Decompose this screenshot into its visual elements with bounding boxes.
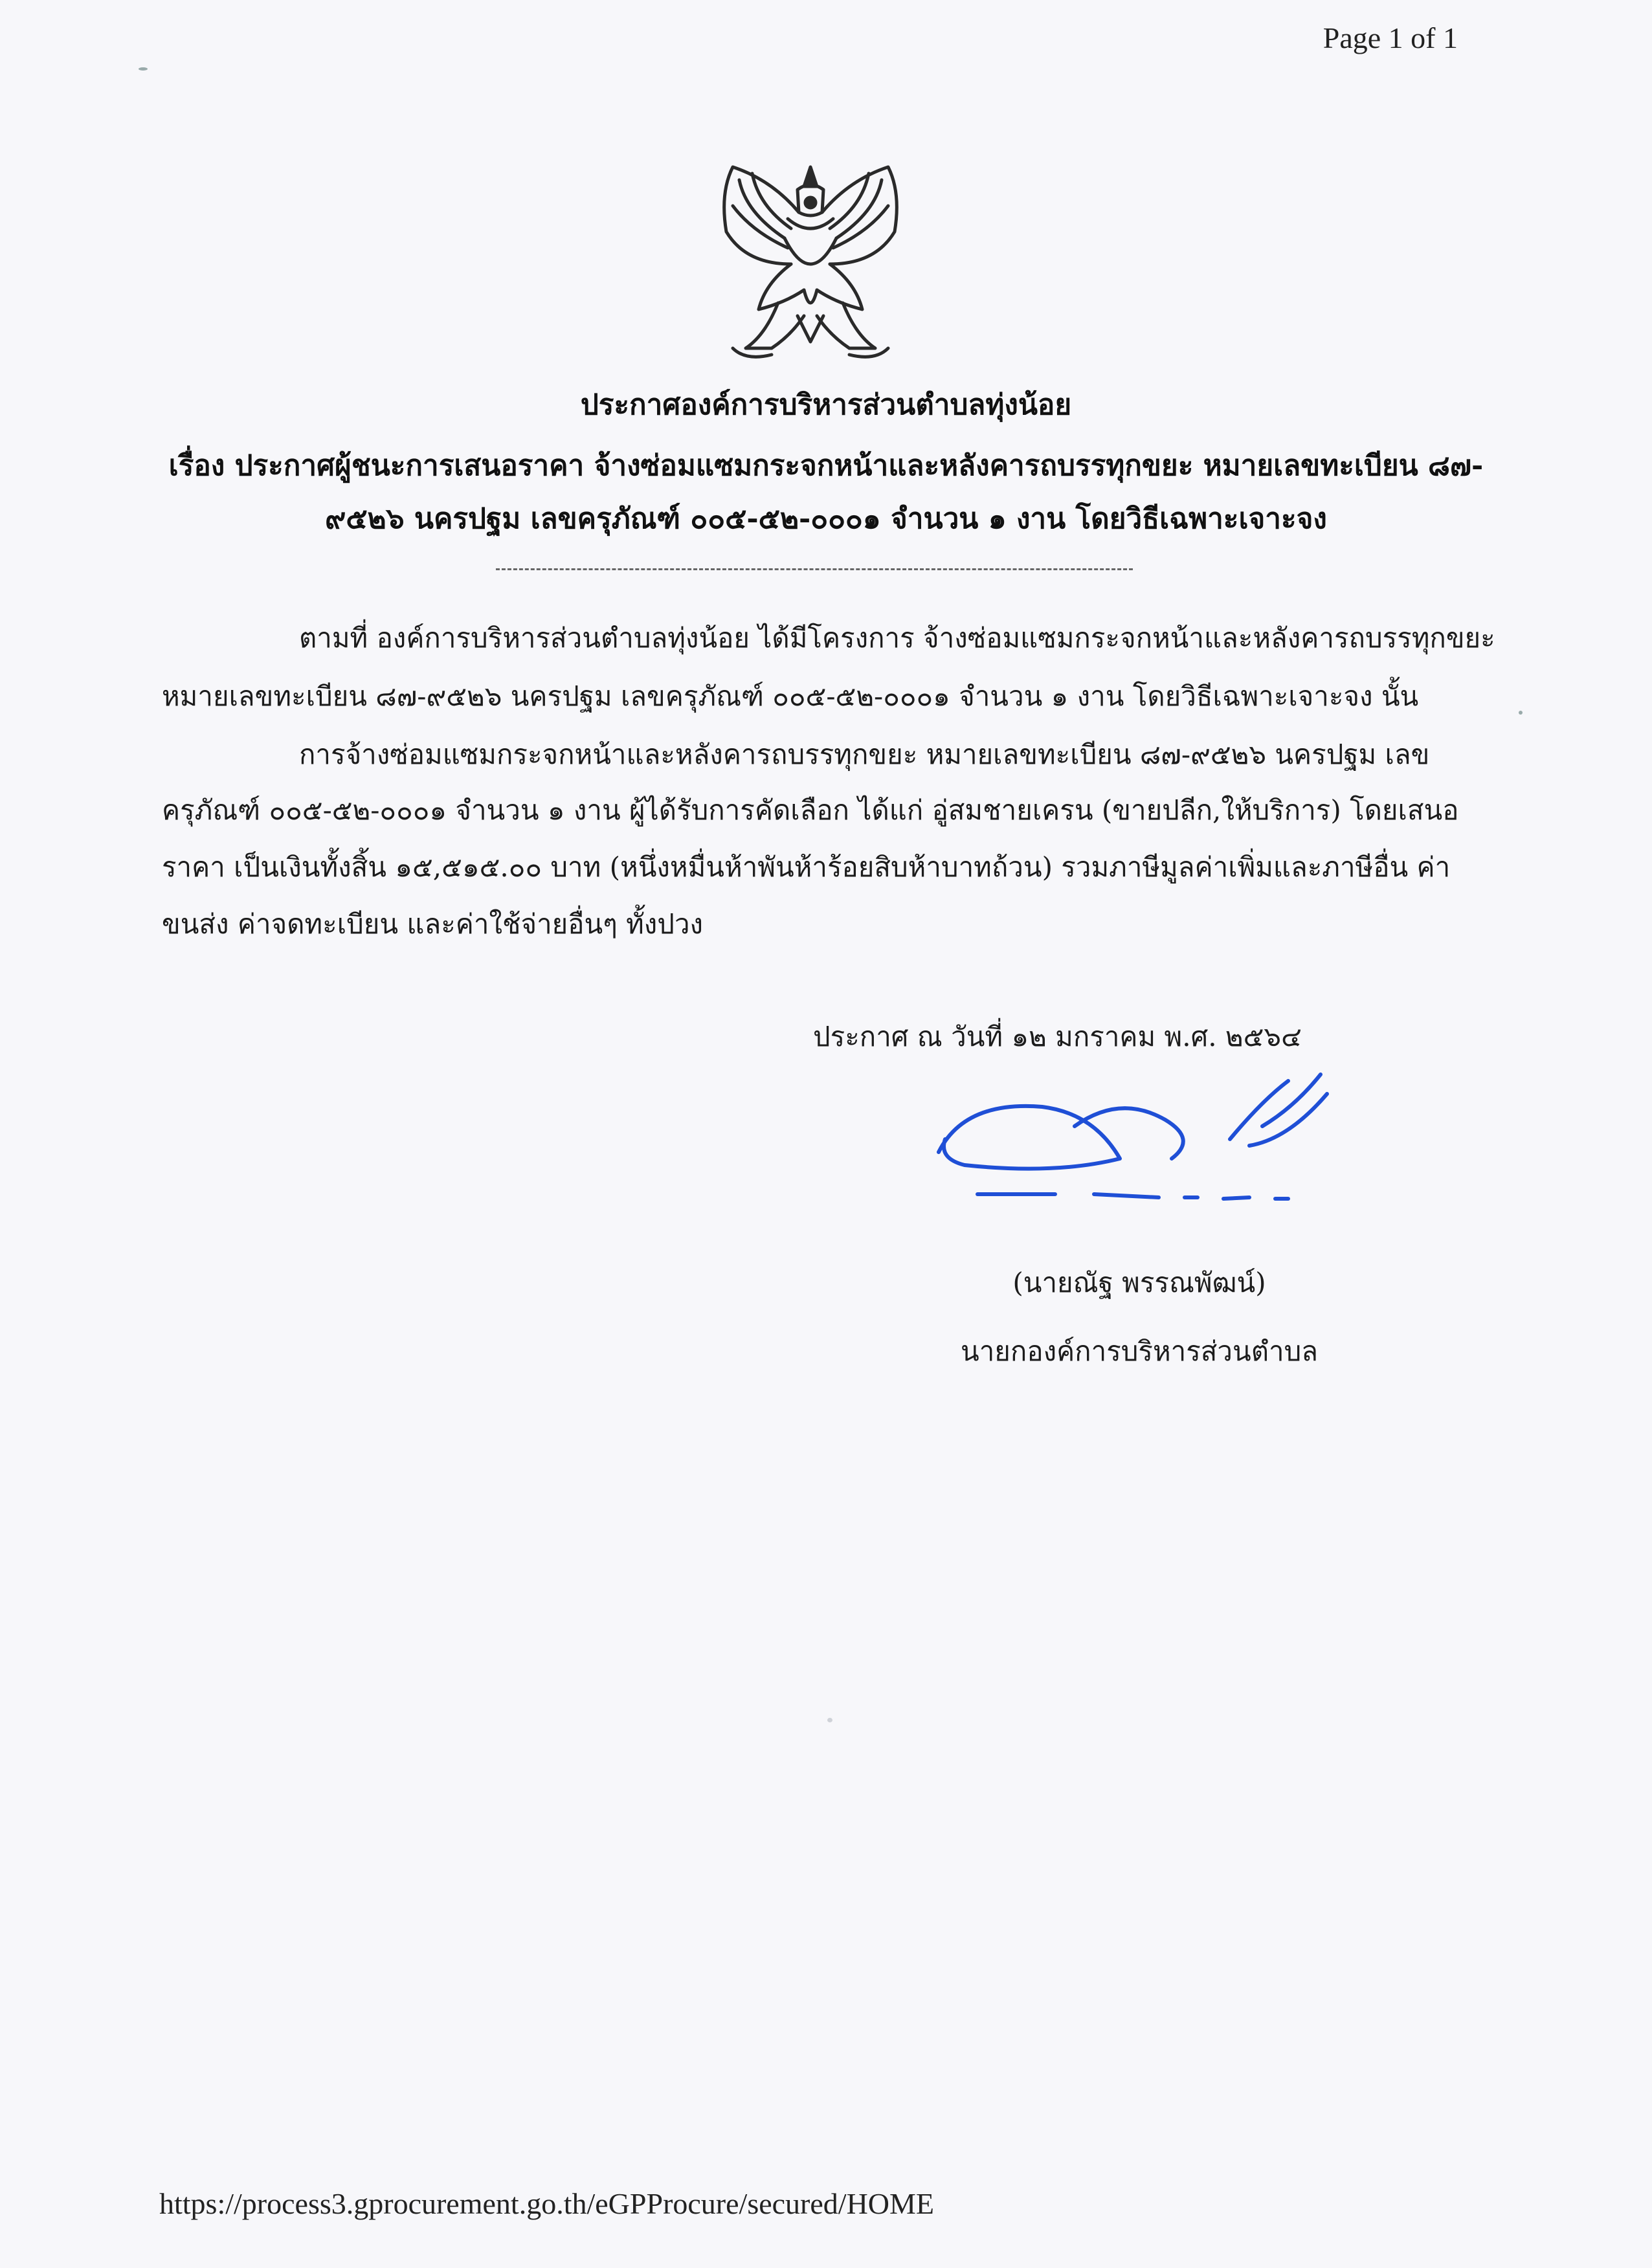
handwritten-signature-icon	[926, 1062, 1405, 1217]
paper-speck	[139, 67, 148, 71]
document-subject-line-1: เรื่อง ประกาศผู้ชนะการเสนอราคา จ้างซ่อมแซมกระจกหน้าและหลังคารถบรรทุกขยะ หมายเลขทะเบียน ๘๗-	[168, 449, 1484, 482]
paper-speck	[827, 1718, 832, 1722]
paragraph-1-line-2: หมายเลขทะเบียน ๘๗-๙๕๒๖ นครปฐม เลขครุภัณฑ์ ๐๐๕-๕๒-๐๐๐๑ จำนวน ๑ งาน โดยวิธีเฉพาะเจาะจง นั้น	[162, 680, 1419, 712]
paragraph-2-line-2: ครุภัณฑ์ ๐๐๕-๕๒-๐๐๐๑ จำนวน ๑ งาน ผู้ได้รับการคัดเลือก ได้แก่ อู่สมชายเครน (ขายปลีก,ให้บริการ) โดยเสนอ	[162, 794, 1459, 826]
garuda-emblem-icon	[707, 154, 914, 368]
dashed-divider	[496, 568, 1133, 570]
document-heading-org: ประกาศองค์การบริหารส่วนตำบลทุ่งน้อย	[580, 388, 1072, 421]
footer-url: https://process3.gprocurement.go.th/eGPProcure/secured/HOME	[159, 2187, 935, 2220]
announcement-date: ประกาศ ณ วันที่ ๑๒ มกราคม พ.ศ. ๒๕๖๔	[813, 1021, 1302, 1052]
paragraph-2-line-4: ขนส่ง ค่าจดทะเบียน และค่าใช้จ่ายอื่นๆ ทั้งปวง	[162, 908, 704, 940]
paragraph-2-line-1: การจ้างซ่อมแซมกระจกหน้าและหลังคารถบรรทุกขยะ หมายเลขทะเบียน ๘๗-๙๕๒๖ นครปฐม เลข	[299, 739, 1430, 770]
signer-title: นายกองค์การบริหารส่วนตำบล	[961, 1335, 1318, 1367]
paper-speck	[1519, 711, 1523, 715]
signer-name: (นายณัฐ พรรณพัฒน์)	[1012, 1267, 1266, 1298]
paragraph-1-line-1: ตามที่ องค์การบริหารส่วนตำบลทุ่งน้อย ได้มีโครงการ จ้างซ่อมแซมกระจกหน้าและหลังคารถบรรทุกขยะ	[299, 622, 1495, 654]
page-number: Page 1 of 1	[1323, 21, 1458, 54]
document-subject-line-2: ๙๕๒๖ นครปฐม เลขครุภัณฑ์ ๐๐๕-๕๒-๐๐๐๑ จำนวน ๑ งาน โดยวิธีเฉพาะเจาะจง	[325, 502, 1327, 535]
paragraph-2-line-3: ราคา เป็นเงินทั้งสิ้น ๑๕,๕๑๕.๐๐ บาท (หนึ่งหมื่นห้าพันห้าร้อยสิบห้าบาทถ้วน) รวมภาษีมูลค่าเพิ่มและภาษีอื่น ค่า	[162, 851, 1451, 883]
